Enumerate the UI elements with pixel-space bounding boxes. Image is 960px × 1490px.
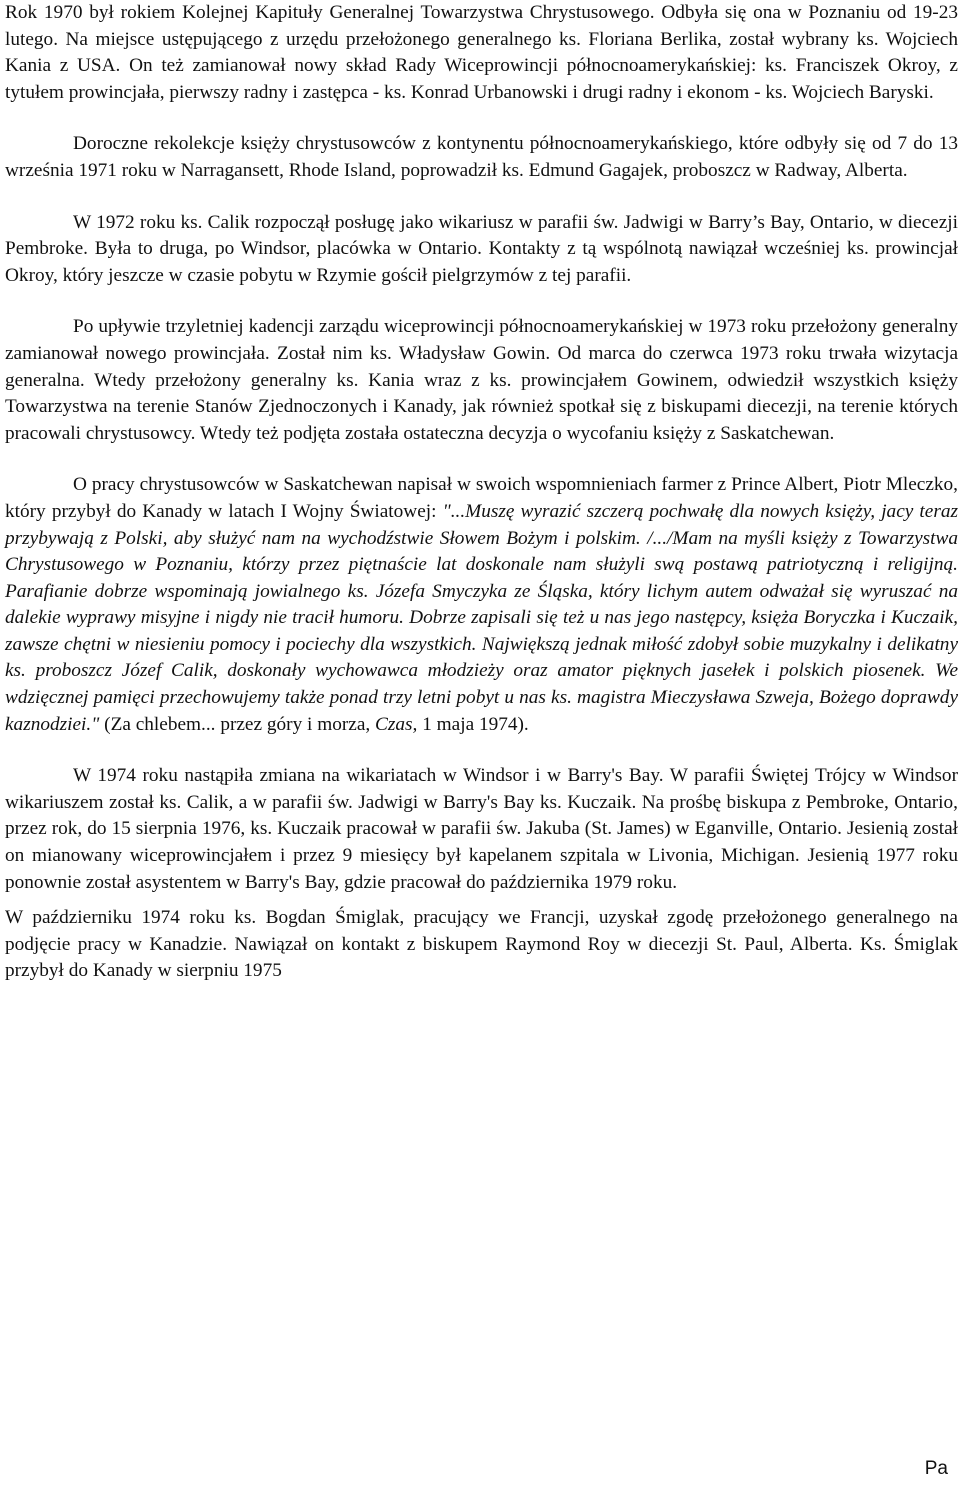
document-page	[5, 0, 958, 985]
paragraph-new-provincial-1973: Po upływie trzyletniej kadencji zarządu wiceprowincji północnoamerykańskiej w 1973 roku przełożony generalny zamianował nowego prowincjała. Został nim ks. Władysław Gowin. Od marca do czerwca 1973 roku trwała wizytacja generalna. Wtedy przełożony generalny ks. Kania wraz z ks. prowincjałem Gowinem, odwiedził wszystkich księży Towarzystwa na terenie Stanów Zjednoczonych i Kanady, jak również spotkał się z biskupami diecezji, na terenie których pracowali chrystusowcy. Wtedy też podjęta została ostateczna decyzja o wycofaniu księży z Saskatchewan.	[5, 316, 958, 444]
paragraph-retreat-1971: Doroczne rekolekcje księży chrystusowców z kontynentu północnoamerykańskiego, które odbyły się od 7 do 13 września 1971 roku w Narragansett, Rhode Island, poprowadził ks. Edmund Gagajek, proboszcz w Radway, Alberta.	[5, 133, 958, 181]
memoir-quote: "...Muszę wyrazić szczerą pochwałę dla nowych księży, jacy teraz przybywają z Polski, aby służyć nam na wychodźstwie Słowem Bożym i polskim. /.../Mam na myśli księży z Towarzystwa Chrystusowego w Poznaniu, którzy przez piętnaście lat doskonale nam służyli swą postawą patriotyczną i religijną. Parafianie dobrze wspominają jowialnego ks. Józefa Smyczyka ze Śląska, który lichym autem odważał się wyruszać na dalekie wyprawy misyjne i nigdy nie tracił humoru. Dobrze zapisali się też u nas jego następcy, księża Boryczka i Kuczaik, zawsze chętni w niesieniu pomocy i pociechy dla wszystkich. Największą jednak miłość zdobył sobie muzykalny i delikatny ks. proboszcz Józef Calik, doskonały wychowawca młodzieży oraz amator pięknych jasełek i polskich piosenek. We wdzięcznej pamięci przechowujemy także ponad trzy letni pobyt u nas ks. magistra Mieczysława Szweja, Bożego doprawdy kaznodziei."	[5, 500, 958, 735]
paragraph-smiglak-1974: W październiku 1974 roku ks. Bogdan Śmiglak, pracujący we Francji, uzyskał zgodę przełożonego generalnego na podjęcie pracy w Kanadzie. Nawiązał on kontakt z biskupem Raymond Roy w diecezji St. Paul, Alberta. Ks. Śmiglak przybył do Kanady w sierpniu 1975	[5, 907, 958, 982]
memoir-source-post: 1 maja 1974).	[417, 713, 529, 735]
memoir-source-title: Czas,	[375, 713, 418, 735]
page-footer-label: Pa	[924, 1458, 948, 1479]
paragraph-barrys-bay-1972: W 1972 roku ks. Calik rozpoczął posługę jako wikariusz w parafii św. Jadwigi w Barry’s Bay, Ontario, w diecezji Pembroke. Była to druga, po Windsor, placówka w Ontario. Kontakty z tą wspólnotą nawiązał wcześniej ks. prowincjał Okroy, który jeszcze w czasie pobytu w Rzymie gościł pielgrzymów z tej parafii.	[5, 211, 958, 286]
memoir-intro: O pracy chrystusowców w Saskatchewan napisał w swoich wspomnieniach farmer z Prince Albert, Piotr Mleczko, który przybył do Kanady w latach I Wojny Światowej:	[5, 474, 958, 522]
paragraph-chapter-1970: Rok 1970 był rokiem Kolejnej Kapituły Generalnej Towarzystwa Chrystusowego. Odbyła się ona w Poznaniu od 19-23 lutego. Na miejsce ustępującego z urzędu przełożonego generalnego ks. Floriana Berlika, został wybrany ks. Wojciech Kania z USA. On też zamianował nowy skład Rady Wiceprowincji północnoamerykańskiej: ks. Franciszek Okroy, z tytułem prowincjała, pierwszy radny i zastępca - ks. Konrad Urbanowski i drugi radny i ekonom - ks. Wojciech Baryski.	[5, 2, 958, 103]
memoir-source-pre: (Za chlebem... przez góry i morza,	[99, 713, 376, 735]
paragraph-vicariates-1974: W 1974 roku nastąpiła zmiana na wikariatach w Windsor i w Barry's Bay. W parafii Świętej Trójcy w Windsor wikariuszem został ks. Calik, a w parafii św. Jadwigi w Barry's Bay ks. Kuczaik. Na prośbę biskupa z Pembroke, Ontario, przez rok, do 15 sierpnia 1976, ks. Kuczaik pracował w parafii św. Jakuba (St. James) w Eganville, Ontario. Jesienią został on mianowany wiceprowincjałem i przez 9 miesięcy był kapelanem szpitala w Livonia, Michigan. Jesienią 1977 roku ponownie został asystentem w Barry's Bay, gdzie pracował do października 1979 roku.	[5, 765, 958, 893]
paragraph-saskatchewan-memoir	[5, 472, 958, 738]
